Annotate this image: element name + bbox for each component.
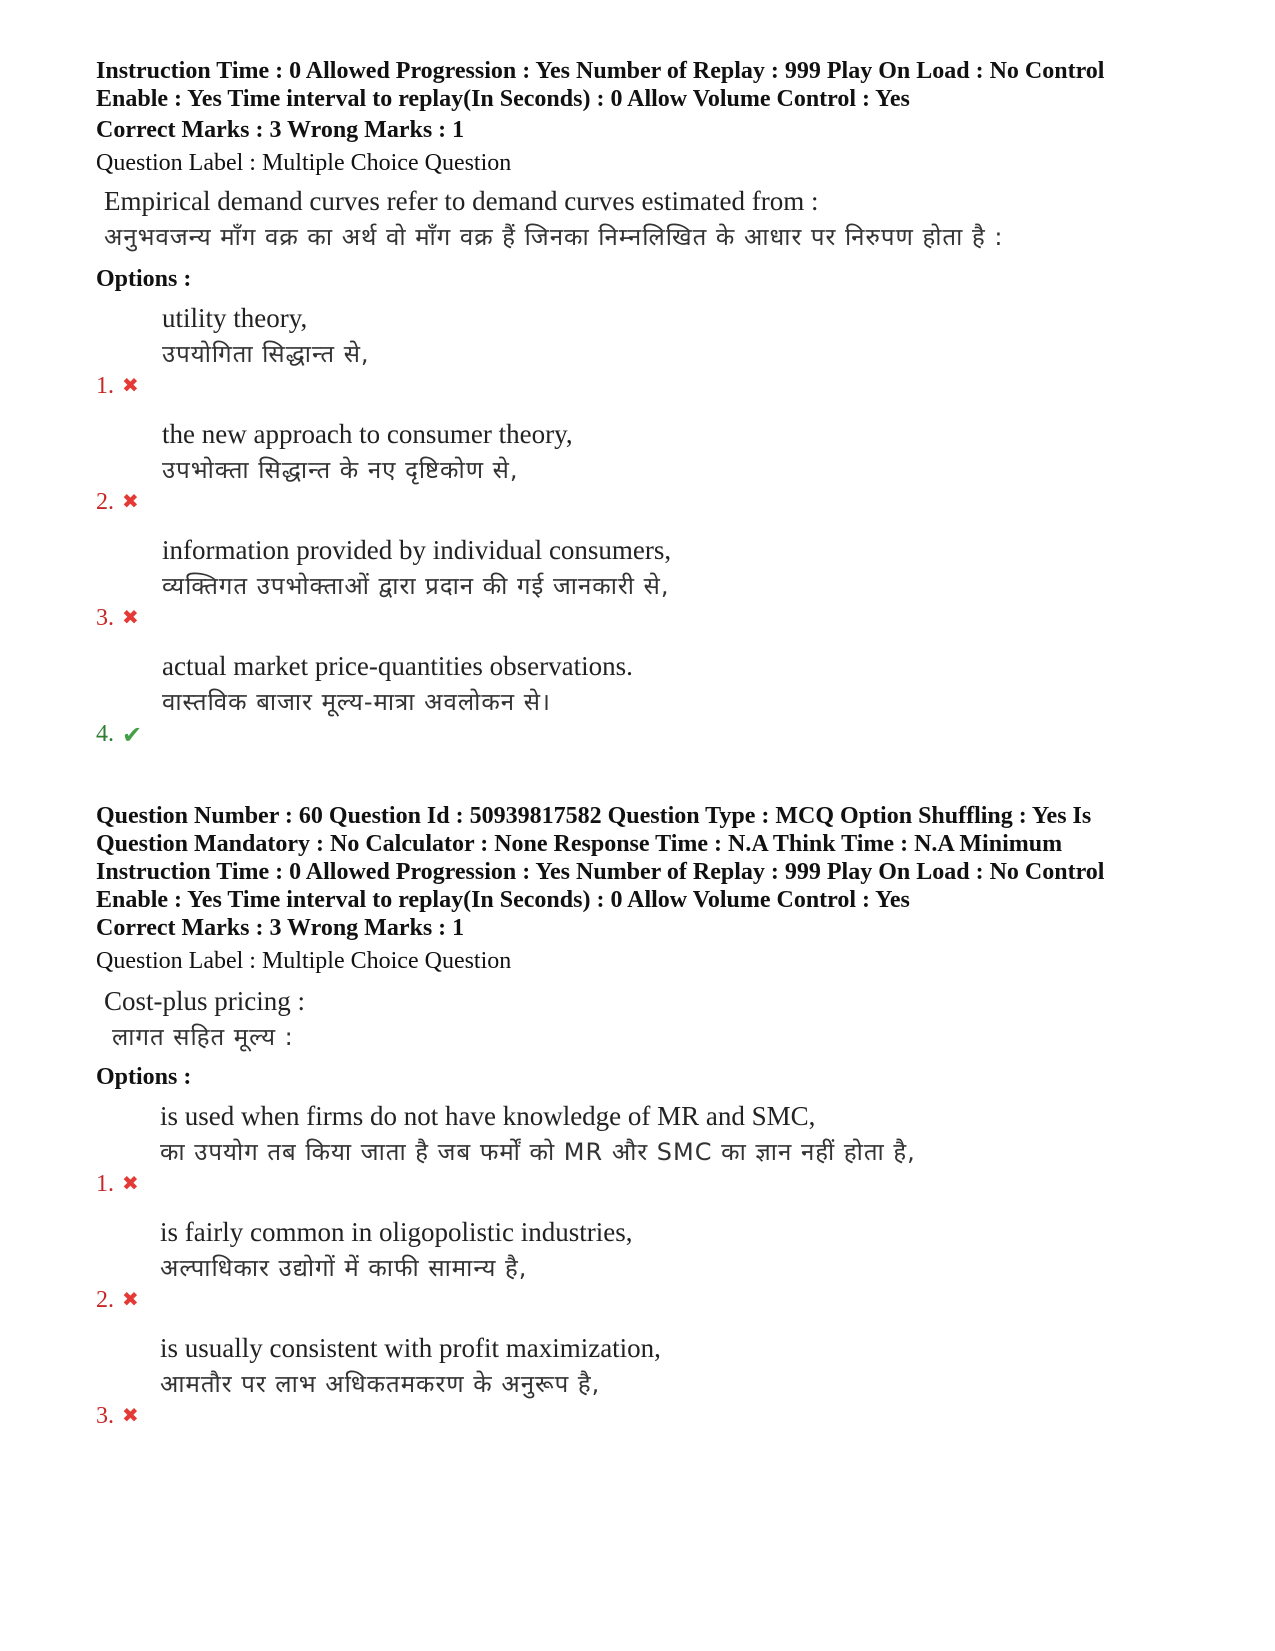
- option-number: 3.: [96, 605, 114, 631]
- meta-line: Question Number : 60 Question Id : 50939817582 Question Type : MCQ Option Shuffling : Yes Is: [96, 803, 1092, 829]
- option-text: [160, 1098, 916, 1170]
- option-item: [96, 1330, 1196, 1430]
- option-item: [96, 532, 1196, 632]
- option-text-en: is usually consistent with profit maximization,: [160, 1333, 661, 1363]
- option-text-hi: उपयोगिता सिद्धान्त से,: [162, 340, 370, 368]
- option-text-en: is used when firms do not have knowledge of MR and SMC,: [160, 1101, 816, 1131]
- question-meta: [96, 57, 1186, 113]
- option-text: [160, 1214, 632, 1286]
- option-number: 1.: [96, 1171, 114, 1197]
- option-text-hi: का उपयोग तब किया जाता है जब फर्मों को MR और SMC का ज्ञान नहीं होता है,: [160, 1138, 916, 1166]
- option-text: [162, 416, 573, 488]
- option-item: [96, 648, 1196, 748]
- question-text-hi: अनुभवजन्य माँग वक्र का अर्थ वो माँग वक्र हैं जिनका निम्नलिखित के आधार पर निरुपण होता है :: [104, 223, 1004, 251]
- option-text-hi: व्यक्तिगत उपभोक्ताओं द्वारा प्रदान की गई जानकारी से,: [162, 572, 670, 600]
- option-text: [162, 648, 633, 720]
- marks-line: Correct Marks : 3 Wrong Marks : 1: [96, 117, 465, 143]
- option-text: [162, 532, 671, 604]
- option-text-hi: आमतौर पर लाभ अधिकतमकरण के अनुरूप है,: [160, 1370, 601, 1398]
- question-text: [104, 183, 1003, 255]
- meta-line: Enable : Yes Time interval to replay(In Seconds) : 0 Allow Volume Control : Yes: [96, 887, 910, 913]
- option-text-hi: अल्पाधिकार उद्योगों में काफी सामान्य है,: [160, 1254, 528, 1282]
- option-number: 2.: [96, 489, 114, 515]
- option-number: 3.: [96, 1403, 114, 1429]
- option-text-en: the new approach to consumer theory,: [162, 419, 573, 449]
- cross-icon: ✖: [122, 1171, 139, 1195]
- question-meta: [96, 802, 1186, 914]
- option-text-hi: वास्तविक बाजार मूल्य-मात्रा अवलोकन से।: [162, 688, 552, 716]
- cross-icon: ✖: [122, 605, 139, 629]
- options-heading: Options :: [96, 266, 192, 292]
- check-icon: ✔: [122, 721, 143, 749]
- option-text-en: is fairly common in oligopolistic industries,: [160, 1217, 633, 1247]
- question-text-en: Empirical demand curves refer to demand curves estimated from :: [104, 186, 819, 216]
- option-item: [96, 300, 1196, 400]
- question-text: [104, 983, 305, 1055]
- cross-icon: ✖: [122, 373, 139, 397]
- option-text: [162, 300, 370, 372]
- option-text: [160, 1330, 661, 1402]
- meta-line: Enable : Yes Time interval to replay(In Seconds) : 0 Allow Volume Control : Yes: [96, 86, 910, 112]
- option-number: 1.: [96, 373, 114, 399]
- question-label: Question Label : Multiple Choice Question: [96, 150, 512, 176]
- option-item: [96, 1214, 1196, 1314]
- question-text-en: Cost-plus pricing :: [104, 986, 305, 1016]
- meta-line: Question Mandatory : No Calculator : None Response Time : N.A Think Time : N.A Minimum: [96, 831, 1063, 857]
- option-item: [96, 1098, 1196, 1198]
- marks-line: Correct Marks : 3 Wrong Marks : 1: [96, 915, 465, 941]
- option-number: 2.: [96, 1287, 114, 1313]
- cross-icon: ✖: [122, 489, 139, 513]
- option-item: [96, 416, 1196, 516]
- meta-line: Instruction Time : 0 Allowed Progression : Yes Number of Replay : 999 Play On Load : No Control: [96, 58, 1105, 84]
- cross-icon: ✖: [122, 1287, 139, 1311]
- option-text-hi: उपभोक्ता सिद्धान्त के नए दृष्टिकोण से,: [162, 456, 519, 484]
- meta-line: Instruction Time : 0 Allowed Progression : Yes Number of Replay : 999 Play On Load : No Control: [96, 859, 1105, 885]
- option-text-en: utility theory,: [162, 303, 308, 333]
- question-label: Question Label : Multiple Choice Question: [96, 948, 512, 974]
- cross-icon: ✖: [122, 1403, 139, 1427]
- option-text-en: information provided by individual consumers,: [162, 535, 672, 565]
- option-text-en: actual market price-quantities observations.: [162, 651, 633, 681]
- options-heading: Options :: [96, 1064, 192, 1090]
- question-text-hi: लागत सहित मूल्य :: [112, 1023, 294, 1051]
- option-number: 4.: [96, 721, 114, 747]
